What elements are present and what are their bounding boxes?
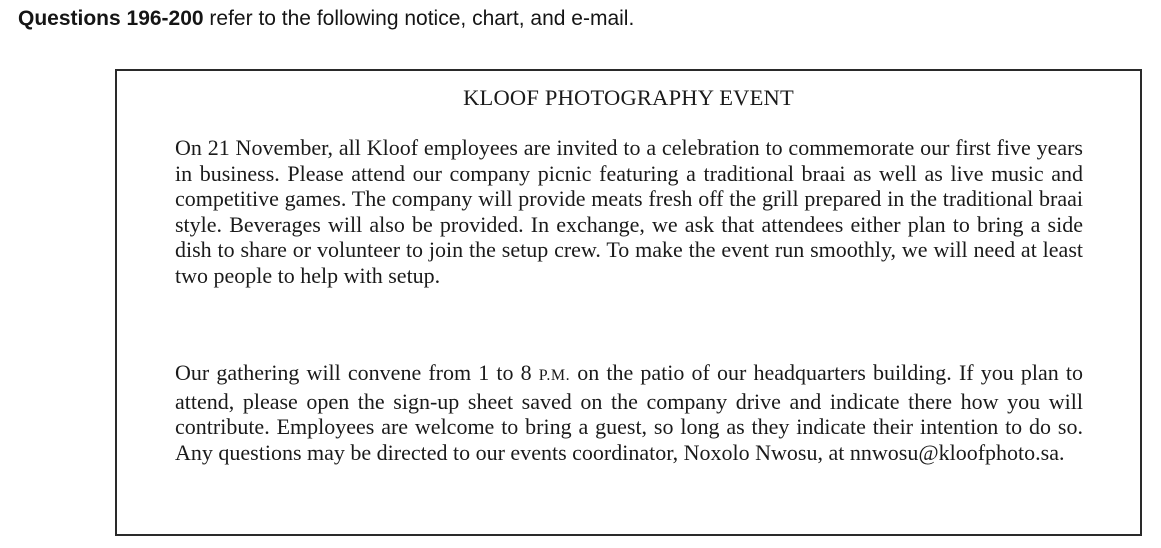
paragraph-2-part-2: on the patio of our headquarters building. If you plan to attend, please open the sign-up sheet saved on the company drive and indicate there how you will contribute. Employees are welcome to bring a guest, so long as they indicate their intention to do so. Any questions may be directed to our events coordinator, Noxolo Nwosu, at nnwosu@kloofphoto.sa. <box>175 360 1083 465</box>
paragraph-2-part-1: Our gathering will convene from 1 to 8 <box>175 360 539 385</box>
questions-instruction <box>18 4 634 34</box>
notice-box <box>115 69 1142 536</box>
notice-title: KLOOF PHOTOGRAPHY EVENT <box>463 85 794 110</box>
time-suffix: P.M. <box>538 367 571 384</box>
questions-instruction-text: refer to the following notice, chart, and e-mail. <box>203 7 635 30</box>
questions-range: Questions 196-200 <box>18 7 204 30</box>
notice-paragraph-2 <box>175 360 1083 465</box>
notice-paragraph-1: On 21 November, all Kloof employees are invited to a celebration to commemorate our first five years in business. Please attend our company picnic featuring a traditional braai as well as live music and competitive games. The company will provide meats fresh off the grill prepared in the traditional braai style. Beverages will also be provided. In exchange, we ask that attendees either plan to bring a side dish to share or volunteer to join the setup crew. To make the event run smoothly, we will need at least two people to help with setup. <box>175 135 1083 288</box>
